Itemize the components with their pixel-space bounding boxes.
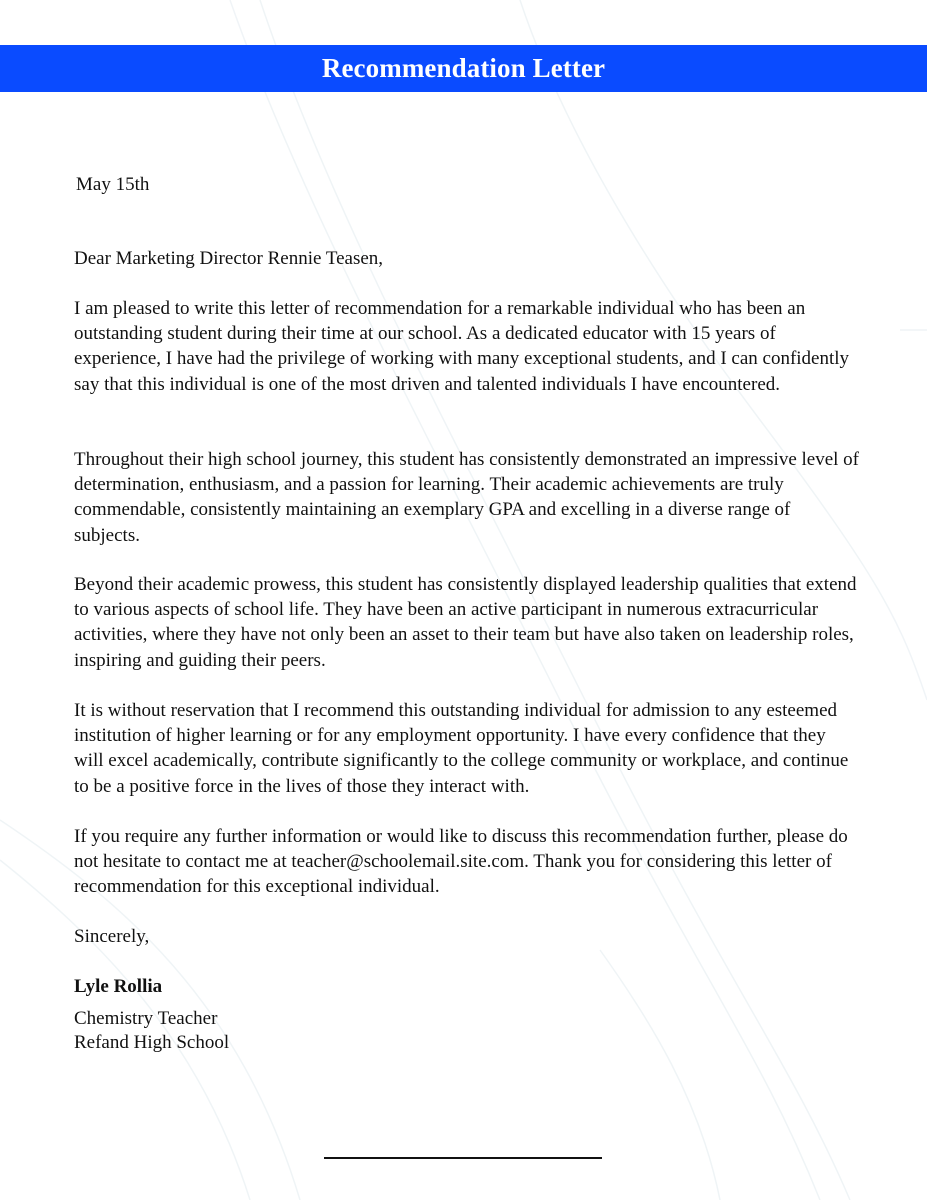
closing: Sincerely,	[74, 926, 150, 947]
paragraph-recommendation: It is without reservation that I recommend this outstanding individual for admission to any esteemed institution of higher learning or for any employment opportunity. I have every confidence that they will excel academically, contribute significantly to the college community or workplace, and continue to be a positive force in the lives of those they interact with.	[74, 700, 849, 797]
paragraph-introduction: I am pleased to write this letter of recommendation for a remarkable individual who has been an outstanding student during their time at our school. As a dedicated educator with 15 years of experience, I have had the privilege of working with many exceptional students, and I can confidently say that this individual is one of the most driven and talented individuals I have encountered.	[74, 298, 850, 395]
paragraph-leadership: Beyond their academic prowess, this student has consistently displayed leadership qualities that extend to various aspects of school life. They have been an active participant in numerous extracurricular activities, where they have not only been an asset to their team but have also taken on leadership roles, inspiring and guiding their peers.	[74, 574, 857, 671]
signature-line	[324, 1157, 602, 1159]
letter-date: May 15th	[76, 174, 150, 195]
paragraph-academics: Throughout their high school journey, this student has consistently demonstrated an impressive level of determination, enthusiasm, and a passion for learning. Their academic achievements are truly commendable, consistently maintaining an exemplary GPA and excelling in a diverse range of subjects.	[74, 449, 860, 546]
header-banner	[0, 45, 927, 92]
signature-name: Lyle Rollia	[74, 976, 163, 997]
paragraph-contact: If you require any further information or would like to discuss this recommendation further, please do not hesitate to contact me at teacher@schoolemail.site.com. Thank you for considering this letter of recommendation for this exceptional individual.	[74, 826, 848, 898]
signature-school: Refand High School	[74, 1032, 230, 1053]
salutation: Dear Marketing Director Rennie Teasen,	[74, 248, 384, 269]
signature-title: Chemistry Teacher	[74, 1008, 218, 1029]
page-title: Recommendation Letter	[321, 53, 606, 83]
